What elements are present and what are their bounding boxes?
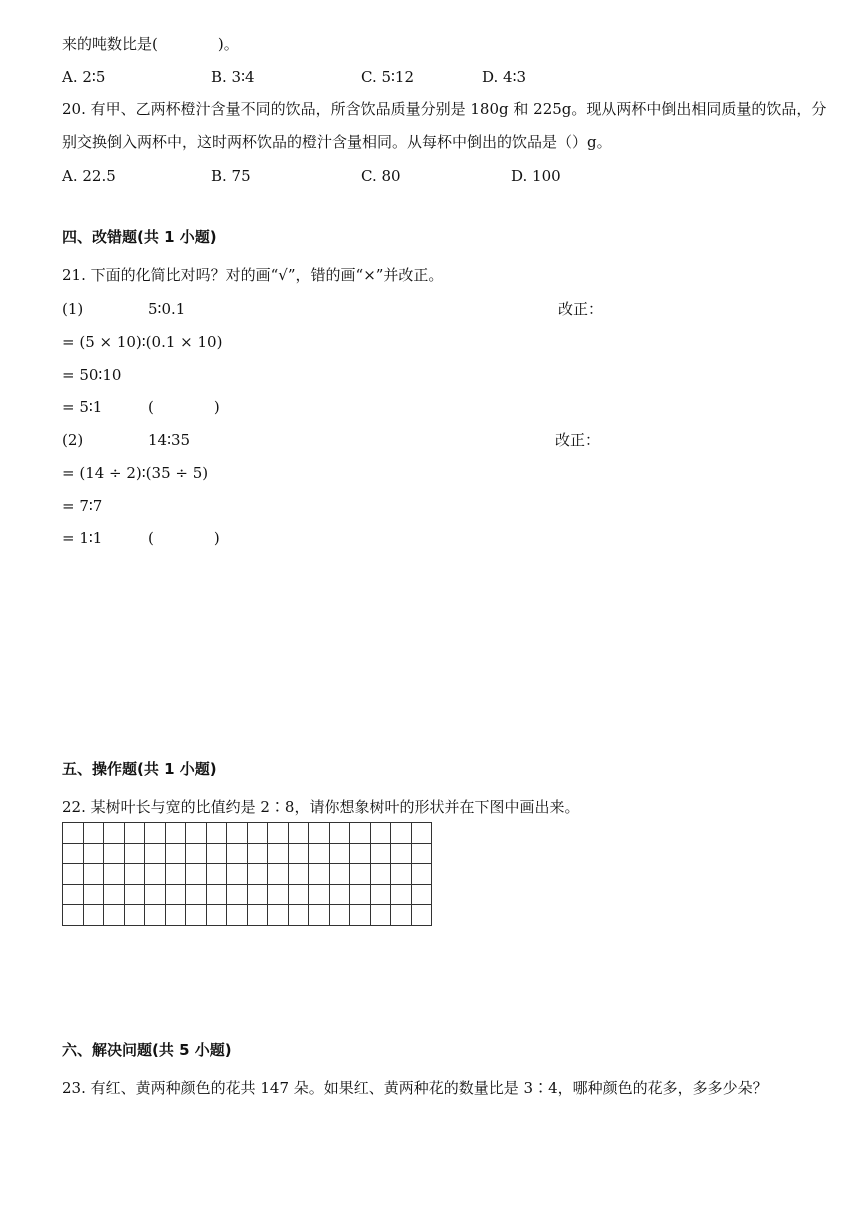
grid-cell[interactable] <box>104 823 125 844</box>
grid-cell[interactable] <box>268 843 289 864</box>
grid-cell[interactable] <box>309 823 330 844</box>
grid-cell[interactable] <box>411 823 432 844</box>
grid-cell[interactable] <box>350 823 371 844</box>
grid-cell[interactable] <box>63 905 84 926</box>
grid-cell[interactable] <box>145 884 166 905</box>
grid-cell[interactable] <box>186 864 207 885</box>
grid-cell[interactable] <box>83 864 104 885</box>
grid-cell[interactable] <box>124 905 145 926</box>
grid-cell[interactable] <box>83 843 104 864</box>
grid-cell[interactable] <box>329 884 350 905</box>
grid-cell[interactable] <box>104 864 125 885</box>
grid-cell[interactable] <box>145 864 166 885</box>
grid-cell[interactable] <box>268 864 289 885</box>
grid-cell[interactable] <box>145 843 166 864</box>
grid-cell[interactable] <box>391 884 412 905</box>
grid-cell[interactable] <box>83 823 104 844</box>
q21-part1-label: (1) <box>62 300 84 318</box>
q20-option-d: D. 100 <box>511 167 561 185</box>
grid-cell[interactable] <box>288 864 309 885</box>
grid-cell[interactable] <box>227 843 248 864</box>
q20-option-a: A. 22.5 <box>62 167 116 185</box>
q19-option-b: B. 3∶4 <box>211 68 255 86</box>
grid-cell[interactable] <box>370 823 391 844</box>
grid-cell[interactable] <box>268 905 289 926</box>
grid-cell[interactable] <box>288 905 309 926</box>
grid-cell[interactable] <box>268 884 289 905</box>
grid-cell[interactable] <box>227 905 248 926</box>
grid-cell[interactable] <box>104 884 125 905</box>
grid-cell[interactable] <box>206 843 227 864</box>
grid-cell[interactable] <box>206 905 227 926</box>
grid-cell[interactable] <box>350 864 371 885</box>
grid-cell[interactable] <box>145 905 166 926</box>
grid-cell[interactable] <box>186 905 207 926</box>
grid-row <box>63 843 432 864</box>
grid-row <box>63 823 432 844</box>
q20-option-c: C. 80 <box>361 167 401 185</box>
grid-cell[interactable] <box>370 884 391 905</box>
grid-cell[interactable] <box>350 843 371 864</box>
grid-cell[interactable] <box>83 905 104 926</box>
grid-cell[interactable] <box>391 823 412 844</box>
grid-cell[interactable] <box>227 864 248 885</box>
grid-cell[interactable] <box>411 843 432 864</box>
grid-cell[interactable] <box>124 823 145 844</box>
grid-cell[interactable] <box>247 864 268 885</box>
grid-cell[interactable] <box>329 905 350 926</box>
grid-cell[interactable] <box>370 864 391 885</box>
q21-part2-blank: ( ) <box>148 529 220 547</box>
grid-cell[interactable] <box>411 884 432 905</box>
grid-cell[interactable] <box>350 884 371 905</box>
grid-cell[interactable] <box>63 864 84 885</box>
grid-row <box>63 884 432 905</box>
q21-part1-step2: = 50∶10 <box>62 366 122 384</box>
grid-cell[interactable] <box>104 843 125 864</box>
grid-cell[interactable] <box>247 884 268 905</box>
grid-cell[interactable] <box>104 905 125 926</box>
grid-cell[interactable] <box>309 905 330 926</box>
grid-cell[interactable] <box>63 884 84 905</box>
grid-cell[interactable] <box>124 884 145 905</box>
grid-cell[interactable] <box>288 884 309 905</box>
grid-cell[interactable] <box>83 884 104 905</box>
q19-option-a: A. 2∶5 <box>62 68 106 86</box>
grid-cell[interactable] <box>288 823 309 844</box>
grid-cell[interactable] <box>206 884 227 905</box>
q21-part2-label: (2) <box>62 431 84 449</box>
q21-text: 21. 下面的化简比对吗？对的画“√”，错的画“×”并改正。 <box>62 266 444 284</box>
grid-cell[interactable] <box>350 905 371 926</box>
grid-cell[interactable] <box>227 884 248 905</box>
grid-cell[interactable] <box>247 905 268 926</box>
grid-cell[interactable] <box>247 843 268 864</box>
grid-cell[interactable] <box>309 884 330 905</box>
grid-cell[interactable] <box>63 843 84 864</box>
q20-option-b: B. 75 <box>211 167 251 185</box>
grid-cell[interactable] <box>391 864 412 885</box>
grid-cell[interactable] <box>309 843 330 864</box>
q21-part2-step2: = 7∶7 <box>62 497 103 515</box>
grid-cell[interactable] <box>309 864 330 885</box>
grid-cell[interactable] <box>186 884 207 905</box>
grid-cell[interactable] <box>391 843 412 864</box>
grid-cell[interactable] <box>165 905 186 926</box>
grid-cell[interactable] <box>329 843 350 864</box>
grid-cell[interactable] <box>124 864 145 885</box>
grid-cell[interactable] <box>165 823 186 844</box>
grid-cell[interactable] <box>124 843 145 864</box>
grid-cell[interactable] <box>370 843 391 864</box>
q22-text: 22. 某树叶长与宽的比值约是 2∶8，请你想象树叶的形状并在下图中画出来。 <box>62 798 580 816</box>
q21-part2-step1: = (14 ÷ 2)∶(35 ÷ 5) <box>62 464 209 482</box>
q19-option-c: C. 5∶12 <box>361 68 415 86</box>
q23-text: 23. 有红、黄两种颜色的花共 147 朵。如果红、黄两种花的数量比是 3∶4，哪种颜色的花多，多多少朵？ <box>62 1079 768 1097</box>
grid-cell[interactable] <box>370 905 391 926</box>
q21-part1-step1: = (5 × 10)∶(0.1 × 10) <box>62 333 223 351</box>
q21-part2-fix-label: 改正： <box>555 431 601 449</box>
grid-cell[interactable] <box>206 864 227 885</box>
grid-cell[interactable] <box>206 823 227 844</box>
q21-part1-expr: 5∶0.1 <box>148 300 186 318</box>
grid-cell[interactable] <box>329 823 350 844</box>
grid-cell[interactable] <box>268 823 289 844</box>
grid-cell[interactable] <box>145 823 166 844</box>
grid-cell[interactable] <box>247 823 268 844</box>
grid-cell[interactable] <box>227 823 248 844</box>
q19-option-d: D. 4∶3 <box>482 68 527 86</box>
q21-part2-expr: 14∶35 <box>148 431 191 449</box>
grid-cell[interactable] <box>165 884 186 905</box>
grid-cell[interactable] <box>411 905 432 926</box>
q20-text: 20. 有甲、乙两杯橙汁含量不同的饮品，所含饮品质量分别是 180g 和 225g。现从两杯中倒出相同质量的饮品，分别交换倒入两杯中，这时两杯饮品的橙汁含量相同。从每杯中倒出的饮品是（）g。 <box>62 100 827 151</box>
q21-part2-step3: = 1∶1 <box>62 529 103 547</box>
q19-tail: 来的吨数比是( )。 <box>62 35 239 53</box>
q21-part1-step3: = 5∶1 <box>62 398 103 416</box>
grid-cell[interactable] <box>165 843 186 864</box>
q21-part1-blank: ( ) <box>148 398 220 416</box>
grid-cell[interactable] <box>288 843 309 864</box>
grid-row <box>63 864 432 885</box>
grid-cell[interactable] <box>186 823 207 844</box>
grid-cell[interactable] <box>411 864 432 885</box>
section4-title: 四、改错题(共 1 小题) <box>62 228 217 246</box>
section5-title: 五、操作题(共 1 小题) <box>62 760 217 778</box>
drawing-grid[interactable] <box>62 822 432 926</box>
grid-cell[interactable] <box>165 864 186 885</box>
grid-row <box>63 905 432 926</box>
grid-cell[interactable] <box>186 843 207 864</box>
grid-cell[interactable] <box>63 823 84 844</box>
grid-cell[interactable] <box>391 905 412 926</box>
grid-cell[interactable] <box>329 864 350 885</box>
section6-title: 六、解决问题(共 5 小题) <box>62 1041 232 1059</box>
q21-part1-fix-label: 改正： <box>558 300 604 318</box>
